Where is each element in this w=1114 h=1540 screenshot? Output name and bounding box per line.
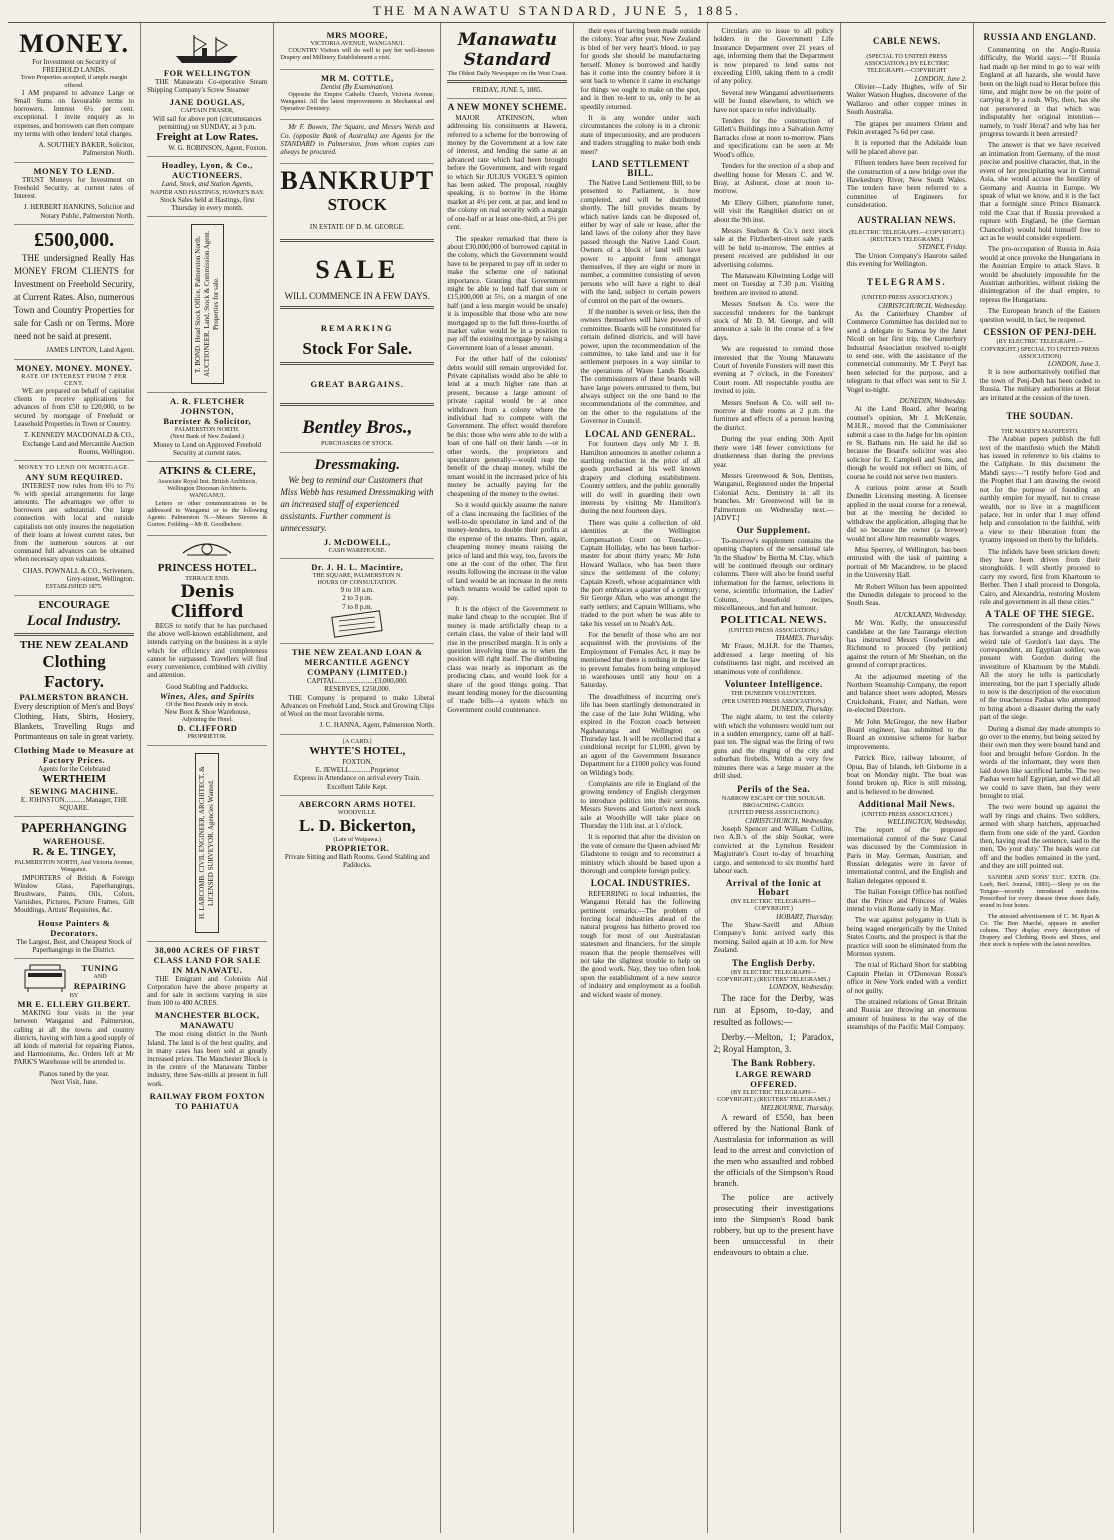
tune-by: BY — [69, 992, 79, 999]
ad-title: MR M. COTTLE, — [320, 72, 394, 83]
article-paragraph: For fourteen days only Mr J. B. Hamilton announces in another column a startling reduction in the price of all goods purchased at his well known drapery and clothing establishment. Country settlers, and the public generally will do well in guarding their own interests by visiting Mr Hamilton's during the next fourteen days. — [580, 440, 701, 516]
article-paragraph: The strained relations of Great Britain and Russia are throwing an enormous amount of business in the way of the steamships of the Pacific Mail Company. — [846, 998, 967, 1032]
dateline: LONDON, June 3. — [1047, 360, 1100, 369]
wertheim: WERTHEIM — [42, 772, 106, 785]
press-credit: (UNITED PRESS ASSOCIATION.) — [728, 809, 819, 817]
ad-title: THE NEW ZEALAND LOAN & MERCANTILE AGENCY COMPANY (LIMITED.) — [291, 647, 423, 678]
bankrupt-purchasers: PURCHASERS OF STOCK. — [320, 440, 394, 448]
stamp-icon — [327, 611, 387, 637]
ad-stabling: Good Stabling and Paddocks. — [165, 682, 249, 691]
ad-hour-3: 7 to 8 p.m. — [342, 602, 373, 611]
article-paragraph: The attested advertisement of C. M. Ryan & Co. The Bon Marché, appears in another column. They display every description of Drapery and Clothing, Boots and Shoes, and their stock is replete with the latest novelties. — [979, 912, 1100, 949]
column-3 — [274, 23, 441, 1533]
article-paragraph: Circulars are to issue to all policy holders in the Government Life Insurance Department over 21 years of age, informing them that the Department is now prepared to lend sums not exceeding £100, taking them to a credit of any policy. — [713, 27, 834, 86]
article-paragraph: Derby.—Melton, 1; Paradox, 2; Royal Hampton, 3. — [713, 1031, 834, 1054]
ad-title: Hoadley, Lyon, & Co., — [161, 160, 253, 171]
ad-title: Dr. J. H. L. Macintire, — [311, 561, 404, 572]
ad-signature: J. HERBERT HANKINS, Solicitor and Notary Public, Palmerston North. — [23, 203, 135, 220]
ad-location: NAPIER AND HASTINGS, HAWKE'S BAY. — [150, 188, 265, 196]
ad-proprietor: E. JEWELL............Proprietor — [315, 766, 400, 775]
ad-hours-title: HOURS OF CONSULTATION. — [317, 579, 398, 587]
dateline: MELBOURNE, Thursday. — [760, 1103, 834, 1112]
ad-subtitle: Associate Royal Inst. British Architects, Wellington Diocesan Architects. — [157, 478, 257, 493]
article-paragraph: Mr Ellery Gilbert, pianoforte tuner, will visit the Rangitikei district on or about the 9th inst. — [713, 198, 834, 224]
ad-name: L. D. Bickerton, — [298, 815, 416, 835]
ad-body: THE Emigrant and Colonists Aid Corporation have the above property at and for sale in sections varying in size from 100 to 400 ACRES. — [147, 974, 268, 1008]
dressmaking-ad — [280, 453, 434, 559]
section-subtitle: LARGE REWARD OFFERED. — [735, 1069, 812, 1090]
article-paragraph: The night alarm, to test the celerity with which the volunteers would turn out in a sudden emergency, came off at half-past ten. The signal was the firing of two guns and the ringing of the city and suburban firebells. Within a very few minutes there was a large muster at the drill shed. — [713, 713, 834, 781]
dateline: DUNEDIN, Wednesday. — [899, 397, 967, 405]
section-subtitle: THE MAHDI'S MANIFESTO. — [1001, 428, 1079, 436]
section-title: Arrival of the Ionic at Hobart — [725, 878, 822, 897]
dateline: THAMES, Thursday. — [775, 634, 834, 643]
article-paragraph: The European branch of the Eastern question would, in fact, be reopened. — [979, 307, 1100, 324]
fletcher-ad — [147, 393, 267, 462]
factory-name: THE NEW ZEALAND — [19, 638, 129, 651]
vertical-ad-text: H. LARCOMB. CIVIL ENGINEER, ARCHITECT, & LICENSED SURVEYOR. Agencies Wanted. — [195, 753, 219, 933]
section-title: Perils of the Sea. — [737, 783, 811, 794]
ad-late: (Late of Waipawa.) — [333, 835, 382, 843]
tune-repair: REPAIRING — [73, 980, 127, 991]
article-paragraph: For the benefit of those who are not acquainted with the provisions of the Employment of Females Act, it may be mentioned that there is nothing in the law to prevent females from being employed in warehouses until any hour on a Saturday. — [580, 631, 701, 690]
column-5 — [574, 23, 707, 1533]
ad-signature: T. KENNEDY MACDONALD & CO., Exchange Land and Mercantile Auction Rooms, Wellington. — [22, 431, 135, 456]
article-paragraph: Patrick Rice, railway labourer, of Opua, Bay of Islands, left Gisborne in a boat on Monday night. The boat was found broken up. Rice is still missing, and is believed to be drowned. — [846, 754, 967, 796]
ad-sales: Stock Sales held at Hastings, first Thursday in every month. — [160, 195, 255, 213]
article-paragraph: As the Canterbury Chamber of Commerce Committee has decided not to send a delegate to Samoa by the Janet Nicoll on her first trip, the Canterbury Industrial Association resolved to-night to send one, with the assistance of the commercial community. Mr T. Peryl has been selected for the purpose, and a telegram to that effect was sent to Sir J. Vogel to-night. — [846, 309, 967, 394]
column-1 — [8, 23, 141, 1533]
article-paragraph: For the other half of the colonists' debts would still remain unprovided for. Private capitalists would also be able to lend at a much higher rate than at present, because a large amount of private capital would be at once withdrawn from a colony where the individual had to compete with the Government. The effect would therefore be this: those who were able to do with a loan of one half on their lands —or in other words, the proprietors and speculators generally—would reap the benefit of the cheap money, whilst the tenant would in the increased price of his money be actually paying for the cheapening of the money to the owner. — [447, 355, 568, 498]
atkins-ad — [147, 462, 267, 536]
section-title: POLITICAL NEWS. — [720, 614, 827, 627]
article-paragraph: The report of the proposed international control of the Suez Canal was discussed by the Commission in Paris in May. German, Austrian, and Russian delegates were in favor of international control, and the English and Italian delegates opposed it. — [846, 826, 967, 885]
tune-name: MR E. ELLERY GILBERT. — [17, 999, 131, 1010]
ad-role: Dentist (By Examination). — [320, 82, 394, 91]
article-paragraph: The Union Company's Hauroto sailed this evening for Wellington. — [846, 251, 967, 268]
ad-title: MONEY. — [19, 29, 129, 58]
columns — [8, 23, 1106, 1533]
ad-location: THE SQUARE, PALMERSTON N. — [312, 571, 403, 579]
ad-decorators: House Painters & Decorators. — [37, 917, 111, 938]
ad-title: £500,000. — [34, 229, 115, 252]
mortgage-ad — [14, 461, 134, 595]
section-subtitle: NARROW ESCAPE OF THE SOUKAR. BROACHING CARGO. — [721, 794, 826, 810]
article-paragraph: Mr Fraser, M.H.R. for the Thames, addressed a large meeting of his constituents last night, and received an unanimous vote of confidence. — [713, 642, 834, 676]
ad-title: PAPERHANGING — [21, 820, 128, 836]
section-title: CABLE NEWS. — [873, 36, 941, 46]
ad-body: IMPORTERS of British & Foreign Window Glass, Paperhangings, Brushware, Paints, Oils, Colors, Varnishes, Pictures, Picture Frames, Gilt Mouldings, Artists' Requisites, &c. — [14, 873, 135, 915]
ad-body: Opposite the Empire Catholic Church, Victoria Avenue, Wanganui. All the latest improvements in Mechanical and Operative Dentistry. — [280, 90, 435, 113]
press-credit: (UNITED PRESS ASSOCIATION.) — [861, 294, 952, 302]
ad-reserves: RESERVES, £250,000. — [324, 685, 391, 694]
section-title: THE SOUDAN. — [1006, 411, 1074, 422]
bankrupt-sale: SALE — [315, 255, 400, 285]
article-paragraph: The answer is that we have received an intimation from Germany, of the most precise and positive character, that, in the event of her precipitating war in Central Asia, she would accuse the hostility of Germany and Austria in Europe. We speak of what we know, and it is the fact that a fortnight since Prince Bismarck told the Czar that if Russia provoked a rupture with England, he (the German Chancellor) would hold himself free to act as he would consider expedient. — [979, 141, 1100, 242]
article-paragraph: At the adjourned meeting of the Northern Steamship Company, the report and balance sheet were adopted, Messrs Cruickshank, Frater, and Nathan, were re-elected Directors. — [846, 672, 967, 715]
article-paragraph: The Shaw-Savill and Albion Company's Ionic arrived early this morning. Sailed again at 10 a.m. for New Zealand. — [713, 921, 834, 955]
tuning-ad — [14, 959, 134, 1090]
section-title: Volunteer Intelligence. — [724, 679, 823, 690]
section-title: The Bank Robbery. — [731, 1057, 816, 1068]
ad-firm: R. & E. TINGEY, — [32, 846, 116, 859]
ad-subtitle: For Investment on Security of FREEHOLD LANDS. — [32, 58, 117, 75]
ad-subtitle: Land, Stock, and Station Agents, — [161, 180, 253, 189]
ad-title: MONEY. MONEY. MONEY. — [16, 362, 133, 373]
article-paragraph: The grapes per steamers Orient and Pekin averaged 7s 6d per case. — [846, 119, 967, 137]
tune-footer-1: Pianos tuned by the year. — [38, 1069, 110, 1078]
ad-body: COUNTRY Visitors will do well to pay her well-known Drapery and Millinery Establishment a visit. — [280, 47, 435, 62]
article-paragraph: The correspondent of the Daily News has forwarded a strange and dreadfully weird tale of Gordon's last days. The correspondent, an Egyptian soldier, was present with Gordon during the investiture of Khartoum by the Mahdi. All the story he tells is particularly interesting, but the part I specially allude to now is the description of the execution of the treacherous Pashas who attempted to bring about a disaster during the early part of the siege. — [979, 620, 1100, 722]
press-credit: (UNITED PRESS ASSOCIATION.) — [861, 810, 952, 818]
article-paragraph: It is any wonder under such circumstances the colony is in a chronic state of impecuniosity, and are producers and traders struggling to make both ends meet? — [580, 114, 701, 156]
section-title: TELEGRAMS. — [866, 277, 947, 288]
cottle-ad — [280, 70, 434, 121]
article-title: A NEW MONEY SCHEME. — [447, 102, 567, 113]
ad-body: WE are prepared on behalf of capitalist clients to receive applications for advances of from £50 to £20,000, to be secured by mortgage of Freehold or Leasehold Properties in Town or Country. — [14, 387, 135, 428]
ad-title: ENCOURAGE — [38, 598, 110, 611]
ad-table: Excellent Table Kept. — [326, 782, 388, 791]
article-paragraph: It is now authoritatively notified that the town of Penj-Deh has been ceded to Russia. The military authorities at Herat are irritated at the cession of the town. — [979, 368, 1100, 402]
ad-body-2: The most rising district in the North Island. The land is of the best quality, and in many cases has been sold at greatly increased prices. The Manchester Block is in the centre of the Manawatu Timber industry, three Saw-mills at present in full work. — [147, 1030, 268, 1088]
dateline: AUCKLAND, Wednesday. — [894, 610, 967, 619]
column-4 — [441, 23, 574, 1533]
article-paragraph: The pro-occupation of Russia in Asia would at once provoke the Hungarians in the Austrian Empire to attack Slavs. It would be absolutely impossible for the Austrian authorities, without risking the disintegration of the dual empire, to repress the Hungarians. — [979, 245, 1100, 304]
ad-signature: JAMES LINTON, Land Agent. — [46, 346, 135, 355]
tune-title: TUNING — [81, 963, 119, 974]
ad-body: THE undersigned Really Has MONEY FROM CLIENTS for Investment on Freehold Security, at Current Rates. Also, numerous Town and Country Properties for sale for Cash or on Terms. More need not be said at present. — [14, 253, 135, 342]
ad-boot: New Boot & Shoe Warehouse, — [164, 707, 251, 716]
ad-title: MONEY TO LEND ON MORTGAGE. — [18, 464, 130, 472]
vertical-ad-text: T. BOND. Head Stock Office, Palmerston North. AUCTIONEER. Land, Stock & Commission Agent. Properties for sale. — [191, 224, 224, 384]
ad-signature: A. SOUTHEY BAKER, Solicitor, Palmerston North. — [38, 141, 135, 158]
ad-location: PALMERSTON NORTH. — [174, 426, 240, 434]
ad-subtitle: ANY SUM REQUIRED. — [25, 471, 123, 482]
article-paragraph: Several new Wanganui advertisements will be found elsewhere, to which we have not space to refer individually. — [713, 88, 834, 114]
larcomb-vertical-ad — [147, 746, 267, 942]
article-paragraph: We are requested to remind those interested that the Young Manawatu Court of Juvenile Foresters will meet this evening at 7 o'clock, in the Foresters' Court room. All respectable youths are invited to join. — [713, 345, 834, 396]
ad-body: Money to Lend on Approved Freehold Security at current rates. — [153, 440, 262, 457]
article-paragraph: REFERRING to local industries, the Wanganui Herald has the following pertinent remarks:—The problem of forcing local industries ahead of the natural progress has hitherto proved too tough for most of our Australasian statesmen and financiers, for the simple reason that the people themselves will not take the slightest trouble to help on the good work. Nay, they too often look upon the establishment of a new source of industry and employment as a foolish and wicked waste of money. — [580, 889, 701, 999]
paper-date: FRIDAY, JUNE 5, 1885. — [472, 86, 543, 95]
princess-hotel-ad — [147, 536, 267, 745]
article-paragraph: Miss Sperrey, of Wellington, has been entrusted with the task of painting a portrait of Mr Macandrew, to be placed in the University Hall. — [846, 545, 967, 580]
ad-role: Barrister & Solicitor, — [163, 416, 252, 427]
dateline: SYDNEY, Friday. — [918, 243, 967, 252]
shipping-ad — [147, 27, 267, 157]
article-paragraph: Commenting on the Anglo-Russia difficulty, the World says:—"If Russia had made up her mind to go to war with England at all hazards, she would have been on the high road to Herat before this time, and might now be on the point of carrying it by a rush. Why, then, has she not persevered in that which was indisputably her original intention—namely, to 'rush' Herat? and why has her progress towards it been arrested? — [979, 46, 1100, 139]
ad-location: WANGANUI. — [189, 492, 226, 500]
ad-body: I AM prepared to advance Large or Small Sums on favourable terms to borrowers. Interest 6½ per cent. exceptional. I invite enquiry as to expenses, and borrowers can then compare my terms with other lenders' total charges. — [14, 88, 135, 138]
ad-signature: J. C. HANNA, Agent, Palmerston North. — [319, 721, 435, 730]
notice-body: Mr F. Bowen, The Square, and Messrs Welsh and Co. (opposite Bank of Australia) are Agents for the STANDARD in Palmerston, from whom copies can always be procured. — [280, 123, 435, 157]
article-paragraph: At the Land Board, after hearing counsel's opinion, Mr J. McKenzie, M.H.R., moved that the Commissioner submit a case to the Judge for his opinion re St. Bathans run. He said he did so because the Board's solicitor was also solicitor for E. Campbell and Sons, and though he would not reflect on him, of course he could not serve two masters. — [846, 405, 967, 481]
ad-railway: RAILWAY FROM FOXTON TO PAHIATUA — [149, 1090, 265, 1111]
ad-firm: J. McDOWELL, — [323, 536, 391, 547]
article-paragraph: Messrs Snelson & Co.'s next stock sale at the Fitzherbert-street sale yards will be held to-morrow. The entries at present received are published in our advertising columns. — [713, 226, 834, 269]
dateline: HOBART, Thursday. — [776, 912, 834, 921]
hoadley-ad — [147, 157, 267, 217]
article-paragraph: The speaker remarked that there is about £30,000,000 of borrowed capital in the colony, which the Government would have to be prepared to pay off in order to make the scheme one of national importance. Granting that Government might be able to lend half that sum or £15,000,000 at 5½, on a margin of one half (and a less margin would be unsafe) it is impossible that those who are now mortgaged up to the full three-fourths of market value would be in a position to pay off the existing mortgage by raising a Government loan of a lesser amount. — [447, 234, 568, 352]
bankrupt-stock: STOCK — [327, 195, 387, 215]
ad-title: Dressmaking. — [314, 456, 400, 473]
paper-title: Manawatu Standard — [457, 30, 557, 70]
ad-signature: CHAS. POWNALL & CO., Scriveners, Grey-street, Wellington. — [22, 566, 135, 583]
ship-freight: Freight at Low Rates. — [156, 131, 259, 144]
article-paragraph: A curious point arose at South Dunedin Licensing meeting. A licensee applied in the usual course for a renewal, but at the meeting he decided to withdraw the application, alleging that he did so because the owner (a brewer) would not allow him reasonable wages. — [846, 484, 967, 543]
press-credit: (ELECTRIC TELEGRAPH.—COPYRIGHT.) (REUTER'S TELEGRAMS.) — [849, 228, 965, 243]
section-title: AUSTRALIAN NEWS. — [857, 214, 957, 225]
section-title: Our Supplement. — [736, 525, 811, 536]
paperhanging-ad — [14, 817, 134, 959]
moore-ad — [280, 27, 434, 70]
ad-stock: The Largest, Best, and Cheapest Stock of Paperhangings in the District. — [16, 937, 132, 954]
press-credit: (BY ELECTRIC TELEGRAPH—COPYRIGHT.) (REUTERS' TELEGRAMS.) — [717, 1089, 831, 1104]
dateline: CHRISTCHURCH, Wednesday. — [878, 301, 967, 310]
article-paragraph: Olivier—Lady Hughes, wife of Sir Walter Watson Hughes, discoverer of the Wallaroo and other copper mines in South Australia. — [846, 83, 967, 117]
ad-body: TRUST Moneys for Investment on Freehold Security, at current rates of Interest. — [14, 175, 135, 201]
ad-title: PRINCESS HOTEL. — [157, 561, 257, 574]
column-7 — [841, 23, 974, 1533]
factory-branch: PALMERSTON BRANCH. — [19, 691, 129, 702]
ad-name: Denis Clifford — [170, 582, 244, 623]
ad-subtitle: WAREHOUSE. — [42, 836, 106, 847]
ad-established: ESTABLISHED 1875. — [45, 583, 103, 591]
ad-location: WOODVILLE. — [337, 808, 377, 816]
ad-title: MONEY TO LEND. — [33, 165, 115, 176]
dateline: CHRISTCHURCH, Wednesday. — [745, 816, 834, 825]
press-credit: (UNITED PRESS ASSOCIATION.) — [728, 626, 819, 634]
article-paragraph: The two were bound up against the wall by rings and chains. Two soldiers, armed with sharp hatchets, approached them from one side of the yard. Gordon then, having read the sentence, said to the men, 'Do your duty.' The heads were cut off and the bodies remained in the yard, and they are still pointed out. — [979, 803, 1100, 871]
abercorn-ad — [280, 796, 434, 874]
ad-title: FOR WELLINGTON — [163, 68, 251, 78]
section-title: Additional Mail News. — [858, 799, 956, 810]
bankrupt-firm: Bentley Bros., — [302, 417, 413, 439]
ad-adjoining: Adjoining the Hotel. — [181, 716, 233, 724]
bankrupt-bargains: GREAT BARGAINS. — [310, 379, 405, 390]
ad-title: ATKINS & CLERE, — [158, 465, 256, 478]
factory-body: Every description of Men's and Boys' Clothing, Hats, Shirts, Hosiery, Blankets, Travelling Rugs and Portmanteaus on sale in great variety. — [14, 701, 135, 741]
section-title: RUSSIA AND ENGLAND. — [983, 32, 1097, 42]
sewing-machine: SEWING MACHINE. — [29, 785, 119, 796]
ad-next: (Next Bank of New Zealand.) — [170, 433, 245, 441]
article-paragraph: The race for the Derby, was run at Epsom, to-day, and resulted as follows:— — [713, 992, 834, 1027]
ship-icon — [172, 32, 242, 66]
ship-sail: Will sail for above port (circumstances permitting) on SUNDAY, at 3 p.m. — [152, 114, 262, 131]
section-title: The English Derby. — [731, 957, 816, 968]
loan-mercantile-ad — [280, 644, 434, 734]
article-paragraph: The dreadfulness of incurring one's life has been startlingly demonstrated in the case of the late John Wilding, who expired in the Foxton coach between Ngahauranga and Wellington on Thursday last. It will be recollected that a conditional receipt for £1,000, given by an agent of the Government Insurance Department for a £1000 policy was found on Wilding's body. — [580, 692, 701, 777]
harmonium-icon — [22, 962, 68, 992]
acres-ad — [147, 942, 267, 1115]
tune-footer-2: Next Visit, June. — [50, 1077, 98, 1086]
ad-title: ABERCORN ARMS HOTEL — [298, 798, 416, 809]
section-title: A TALE OF THE SIEGE. — [985, 609, 1095, 620]
article-paragraph: The Manawatu Kilwinning Lodge will meet on Tuesday at 7.30 p.m. Visiting brethren are invited to attend. — [713, 271, 834, 297]
article-paragraph: It is reported that after the division on the vote of censure the Queen advised Mr Gladstone to resign and to reconstruct a ministry which should be based upon a thorough and complete foreign policy. — [580, 833, 701, 875]
ad-title: 38,000 ACRES OF FIRST CLASS LAND FOR SALE IN MANAWATU. — [153, 944, 261, 975]
ad-body: Express in Attendance on arrival every Train. — [293, 774, 421, 783]
bankrupt-estate: IN ESTATE OF D. M. GEORGE. — [309, 223, 405, 232]
article-paragraph: Messrs Greenwood & Son, Dentists, Wanganui, Registered under the Imperial Colonial Acts. Dentistry in all its branches. Mr Greenwood will be in Palmerston on Wednesday next.—[ADVT.] — [713, 471, 834, 522]
ad-block: MANCHESTER BLOCK, MANAWATU — [155, 1010, 260, 1031]
article-paragraph: Tenders for the construction of Gillett's Buildings into a Salvation Army Barracks close at noon to-morrow. Plans and specifications can be seen at Mr Wood's office. — [713, 117, 834, 159]
ad-signature: W. G. ROBINSON, Agent, Foxton. — [168, 144, 268, 153]
article-paragraph: The Native Land Settlement Bill, to be presented to Parliament, is now completed, and will be distributed shortly. The bill provides means by which native lands can be disposed of, either by way of sale or lease, after the land laws of the colony after they have passed through the Native Land Court. Owners of a block of land will have power to appoint from amongst themselves, if they are eight or more in number, a committee consisting of seven persons who will have a right to deal with the land, subject to certain powers of control on the part of the owners. — [580, 178, 701, 305]
dateline: LONDON, June 2. — [914, 74, 967, 83]
article-paragraph: It is reported that the Adelaide loan will be placed above par. — [846, 139, 967, 156]
ad-proprietor-role: PROPRIETOR. — [187, 733, 227, 741]
article-paragraph: It is the object of the Government to make land cheap to the occupier. But if money is made artificially cheap to a certain class, the value of their land will rise in the prescribed margin. It is only a question involving time as to when the position will right itself. The distributing class was nearly as important as the producing class, and would look for a share of the good things going. That meant lending money for the discounting of trade bills—a system which no Government could countenance. — [447, 604, 568, 714]
section-title: LOCAL INDUSTRIES. — [590, 878, 691, 889]
article-paragraph: So it would quickly assume the nature of a class increasing the facilities of the well-to-do speculator in land and of the money-lenders, to double their profits at the expense of the tenants. Then, again, cheapening money means raising the price of land and this way, too, favors the one at the cost of the other. The first results following the increase in the value of land would be an increase in the rents which tenants would be called upon to pay. — [447, 501, 568, 602]
paper-title-block — [447, 27, 567, 99]
factory-manager: E. JOHNSTON............Manager, THE SQUARE. — [20, 795, 128, 812]
tune-body: MAKING four visits in the year between Wanganui and Palmerston, calling at all the towns and country districts, having with him a good supply of all kinds of material for repairing Pianos, and Harmoniums, &c. Orders left at Mr PARK'S Warehouse will be attended to. — [14, 1009, 135, 1067]
section-title: LOCAL AND GENERAL. — [585, 428, 696, 439]
crest-icon — [177, 539, 237, 559]
article-paragraph: The Italian Foreign Office has notified that the Prince and Princess of Wales intend to visit Rome early in May. — [846, 888, 967, 913]
press-credit: (SPECIAL TO UNITED PRESS ASSOCIATION.) BY ELECTRIC TELEGRAPH.—COPYRIGHT — [864, 53, 950, 75]
ad-subtitle: Local Industry. — [26, 612, 122, 629]
ad-body: We beg to remind our Customers that Miss Webb has resumed Dressmaking with an increased staff of experienced assistants. Further comment is unnecessary. — [280, 474, 434, 533]
article-paragraph: Tenders for the erection of a shop and dwelling house for Messrs C. and W. Bray, at Ashurst, close at noon to-morrow. — [713, 162, 834, 196]
ad-body: THE Company is prepared to make Liberal Advances on Freehold Land, Stock and Growing Clips of Wool on the most favorable terms. — [280, 693, 435, 719]
dateline: WELLINGTON, Wednesday. — [887, 817, 967, 826]
paper-subtitle: The Oldest Daily Newspaper on the West Coast. — [447, 70, 568, 77]
ad-title: WHYTE'S HOTEL, — [309, 744, 406, 757]
article-paragraph: Mr Robert Wilson has been appointed the Dunedin delegate to proceed to the South Seas. — [846, 582, 967, 608]
ad-hour-2: 2 to 3 p.m. — [342, 594, 373, 603]
dateline: LONDON, Wednesday. — [769, 983, 834, 992]
article-paragraph: During the year ending 30th April there were 148 fewer convictions for drunkenness than during the previous year. — [713, 435, 834, 469]
ad-line: Town Properties accepted, if ample margin offered. — [20, 74, 128, 89]
bond-vertical-ad — [147, 217, 267, 393]
press-credit: (BY ELECTRIC TELEGRAPH—COPYRIGHT.) — [730, 898, 817, 913]
ad-body: BEGS to notify that he has purchased the above well-known establishment, and intends carrying on the business in a style which for efficiency and completeness cannot be surpassed. Travellers will find every convenience, combined with civility and attention. — [147, 622, 268, 680]
article-paragraph: MAJOR ATKINSON, when addressing his constituents at Hawera, referred to a scheme for the borrowing of money by the Government at a low rate of interest, and lending the same at an advanced rate which had been brought before the Government, and with regard to which Sir JULIUS VOGEL'S opinion has been asked. The proposal, roughly speaking, is to borrow in the Home market at 4½ per cent. at par, and lend to the colony on real security with a margin of one-half or at least one-third, at 5½ per cent. — [447, 113, 568, 232]
article-paragraph: Messrs Snelson & Co. will sell to-morrow at their rooms at 2 p.m. the furniture and effects of a person leaving the district. — [713, 398, 834, 432]
section-title: CESSION OF PENJ-DEH. — [983, 327, 1097, 337]
article-paragraph: The Arabian papers publish the full text of the manifesto which the Mahdi has issued in reference to his claims to the Caliphate. In this document the Mahdi says:—"I testify before God and the Prophet that I am drawing the sword not for the purpose of founding an earthly empire for myself, not to crease wealth, nor to live in a magnificent palace, but in order that I may offend help and consolation to the faithful, with a view to their liberation from the tyranny imposed on them by the Infidels. — [979, 435, 1100, 545]
bankrupt-commence: WILL COMMENCE IN A FEW DAYS. — [284, 291, 430, 302]
article-paragraph: SANDER AND SONS' EUC. EXTR. (Dr. Loeb, Berl. Journal, 1883).—Sleep ye on the Tongue—recently introduced medicine. Prescribed for every disease three doses daily, sound in four hours. — [979, 873, 1100, 910]
column-6 — [708, 23, 841, 1533]
ad-role: AUCTIONEERS. — [171, 170, 243, 181]
ad-firm-sub: CASH WAREHOUSE. — [328, 546, 387, 554]
bankrupt-stock-for-sale: Stock For Sale. — [302, 339, 413, 359]
press-credit: (PER UNITED PRESS ASSOCIATION.) — [722, 697, 826, 705]
article-paragraph: During a dismal day made attempts to go over to the enemy, but being seized by their own men they were bound hand and foot and brought before Gordon. In the words of the informant, they were then laid down like sacrificed lambs. The two Pashas were half Egyptian, and we did all we could to save them, but they were brought to trial. — [979, 724, 1100, 800]
article-paragraph: A reward of £550, has been offered by the National Bank of Australasia for information as will lead to the arrest and conviction of the men who assaulted and robbed the officials of the Simpson's Road branch. — [713, 1112, 834, 1189]
ad-hour-1: 9 to 10 a.m. — [340, 586, 374, 595]
article-paragraph: Mr John McGregor, the new Harbor Board engineer, has submitted to the Board an extensive scheme for harbor improvements. — [846, 717, 967, 751]
ad-location: PALMERSTON NORTH, And Victoria Avenue, Wanganui. — [14, 859, 134, 874]
factory-agents: Agents for the Celebrated — [38, 764, 111, 773]
column-8 — [974, 23, 1106, 1533]
article-paragraph: Joseph Spencer and William Collins, two A.B.'s of the ship Soukar, were convicted at the Lyttelton Resident Magistrate's Court to-day of broaching cargo, and sentenced to six months' hard labour each. — [713, 824, 834, 875]
article-paragraph: Fifteen tenders have been received for the construction of a new bridge over the Hawkesbury River, New South Wales. The tenders have been referred to a committee of Engineers for consideration. — [846, 159, 967, 210]
press-credit: (BY ELECTRIC TELEGRAPH—COPYRIGHT.) (REUTERS' TELEGRAMS.) — [717, 969, 831, 984]
ad-subtitle: TERRACE END. — [185, 574, 230, 582]
bankrupt-stock-ad — [280, 164, 434, 452]
article-paragraph: Mr Wm. Kelly, the unsuccessful candidate at the late Tauranga election has instructed Messrs Goodwin and Richmond to proceed (by petition) against the return of Mr Sheehan, on the ground of corrupt practices. — [846, 619, 967, 670]
article-paragraph: The trial of Richard Short for stabbing Captain Phelan in O'Donovan Rossa's office in New York ended with a verdict of not guilty. — [846, 961, 967, 995]
money-ad — [14, 27, 134, 163]
tune-and: AND — [93, 973, 107, 981]
ad-subtitle: VICTORIA AVENUE, WANGANUI. — [310, 40, 405, 47]
mmm-ad — [14, 360, 134, 462]
doctor-ad — [280, 559, 434, 644]
article-paragraph: their eyes of having been made outside the colony. Year after year, New Zealand is bled of her very heart's blood, to pay for goods she should be manufacturing herself. Money is borrowed and hardly has it come into the country before it is sent back to whence it came in exchange for things we ought to make on the spot, and is then re-lent to us, only to be as speedily returned. — [580, 27, 701, 111]
ad-stabling: Private Sitting and Bath Rooms. Good Stabling and Paddocks. — [284, 853, 430, 870]
ad-body: Letters or other communications to be addressed to Wanganui or to the following Agents: Palmerston N.—Messrs Stevens & Gorton. Feilding—Mr R. Goodbehere. — [147, 499, 268, 529]
article-paragraph: The war against polygamy in Utah is being waged energetically by the United States Courts, and the prospect is that the practice will soon be eliminated from the Mormon system. — [846, 916, 967, 958]
article-paragraph: If the number is seven or less, then the owners themselves will have powers of committee. Boards will be constituted for certain defined districts, and will have power, upon the recommendation of the committee, to take land and use it for settlement purposes in a way similar to the operations of Waste Lands Boards. The commissioners of these boards will have large powers entrusted to them, but always subject on the one hand to the recommendations of the committee, and on the other to the regulations of the Governor in Council. — [580, 308, 701, 426]
ad-body: INTEREST now rules from 6½ to 7½ % with special arrangements for large amounts. The advantages we offer to borrowers are substantial. Our large connection with local and outside capitalists not only insures the negotiation of their loans at lowest current rates, but from the numerous sources at our command full advances can be obtained when necessary upon valuations. — [14, 481, 135, 564]
ad-rate: RATE OF INTEREST FROM 7 PER CENT. — [21, 372, 127, 387]
article-paragraph: Complaints are rife in England of the growing tendency of English clergymen to introduce politics into their sermons. Messrs Stevens and Gorton's next stock sale at Woodville will take place on Thursday the 11th inst. at 1 o'clock. — [580, 779, 701, 830]
ad-title: A. R. FLETCHER JOHNSTON, — [169, 396, 245, 417]
press-credit: (BY ELECTRIC TELEGRAPH.—COPYRIGHT.) SPECIAL TO UNITED PRESS ASSOCIATION) — [980, 338, 1100, 360]
section-title: LAND SETTLEMENT BILL. — [591, 159, 690, 178]
ad-proprietor: PROPRIETOR. — [325, 843, 390, 854]
dateline: DUNEDIN, Thursday. — [771, 704, 834, 713]
article-paragraph: To-morrow's supplement contains the opening chapters of the sensational tale 'In the Shadow' by Bertha M. Clay, which will be continued through our ordinary columns. There will also be found useful information for the farmer, selections in verse, scientific information, the Ladies' Column, household recipes, miscellaneous, and fun and humour. — [713, 536, 834, 612]
article-paragraph: The police are actively prosecuting their investigations into the Simpson's Road bank robbery, but up to the present have been unsuccessful in their endeavours to obtain a clue. — [713, 1192, 834, 1258]
article-paragraph: Messrs Snelson & Co. were the successful tenderers for the bankrupt stock of Mr D. M. George, and will announce a sale in the course of a few days. — [713, 300, 834, 342]
clients-ad — [14, 225, 134, 359]
agents-notice — [280, 120, 434, 164]
article-paragraph: There was quite a collection of old identities at the Wellington Compensation Court on Tuesday.—Captain Holliday, who has been harbor-master for about thirty years; Mr John Howard Wallace, who has been there since the settlement of the colony; Captain Kreeft, whose acquaintance with the port embraces a quarter of a century; Sir George Allan, who was amongst the early settlers; and Captain Williams, who traded to the port when he was able to take his vessel on to Noah's Ark. — [580, 518, 701, 628]
article-paragraph: The infidels have been stricken down; they have been driven from their strongholds. I will shortly proceed to carry my sword, first from Khartoum to Berber. Then I shall proceed to Dongola, Cairo, and Alexandria, restoring Moslem rule and government in all these cities." — [979, 547, 1100, 606]
ship-name: JANE DOUGLAS, — [169, 97, 245, 108]
masthead: THE MANAWATU STANDARD, JUNE 5, 1885. — [8, 0, 1106, 23]
whytes-hotel-ad — [280, 735, 434, 796]
factory-title: Clothing Factory. — [42, 651, 106, 691]
bankrupt-title: BANKRUPT — [280, 166, 435, 196]
section-subtitle: THE DUNEDIN VOLUNTEERS. — [730, 690, 817, 698]
ad-proprietor: D. CLIFFORD — [177, 723, 238, 734]
clothing-factory-ad — [14, 596, 134, 818]
ad-location: FOXTON. — [342, 757, 373, 766]
ad-card: [A CARD.] — [342, 737, 372, 745]
bankrupt-remarking: REMARKING — [320, 323, 394, 334]
ad-body: THE Manawatu Co-operative Steam Shipping Company's Screw Steamer — [147, 78, 268, 95]
ship-captain: CAPTAIN FRASER, — [180, 107, 234, 115]
lend-ad — [14, 163, 134, 225]
ad-capital: CAPITAL......................£3,000,000. — [306, 677, 408, 686]
column-2 — [141, 23, 274, 1533]
ad-wines: Wines, Ales, and Spirits — [159, 690, 255, 701]
ad-brands: Of the Best Brands only in stock. — [166, 700, 249, 708]
factory-made: Clothing Made to Measure at Factory Prices. — [14, 744, 135, 765]
ad-title: MRS MOORE, — [326, 30, 388, 40]
